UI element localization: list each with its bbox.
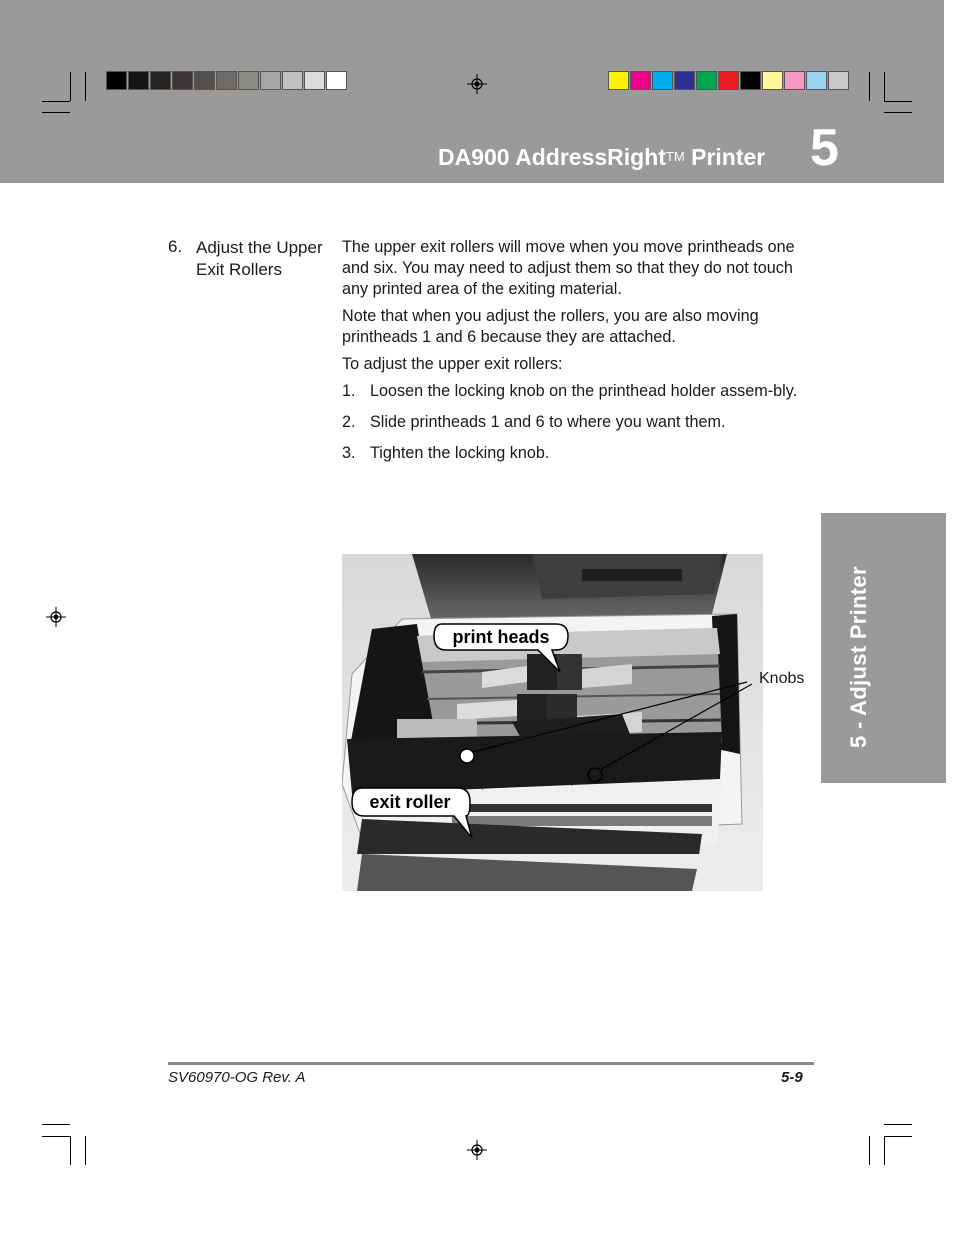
step-number: 6. — [168, 237, 183, 256]
crop-mark — [42, 101, 70, 102]
color-swatch — [172, 71, 193, 90]
step-title: Adjust the Upper Exit Rollers — [196, 238, 323, 279]
crop-mark — [884, 72, 885, 101]
crop-mark — [884, 1136, 885, 1165]
crop-mark — [884, 112, 912, 113]
crop-mark — [85, 72, 86, 101]
color-swatch — [828, 71, 849, 90]
page-title: DA900 AddressRight™ Printer — [438, 144, 766, 170]
paragraph: Note that when you adjust the rollers, you are also moving printheads 1 and 6 because they are attached. — [342, 307, 759, 346]
grayscale-color-bar — [106, 71, 348, 90]
crop-mark — [70, 72, 71, 101]
trademark-mark: TM — [665, 149, 685, 164]
color-swatch — [630, 71, 651, 90]
color-swatch — [696, 71, 717, 90]
list-item: 3. Tighten the locking knob. — [342, 444, 550, 462]
color-swatch — [150, 71, 171, 90]
color-swatch — [260, 71, 281, 90]
callout-exit-roller: exit roller — [369, 792, 451, 812]
paragraph: The upper exit rollers will move when you move printheads one and six. You may need to adjust them so that they do not touch any printed area of the exiting material. — [342, 238, 795, 298]
body-text — [342, 237, 817, 474]
color-swatch — [740, 71, 761, 90]
color-swatch — [784, 71, 805, 90]
crop-mark — [85, 1136, 86, 1165]
crop-mark — [884, 1124, 912, 1125]
color-swatch — [128, 71, 149, 90]
printer-photo — [342, 554, 763, 891]
color-swatch — [652, 71, 673, 90]
color-swatch — [718, 71, 739, 90]
list-item: 2. Slide printheads 1 and 6 to where you want them. — [342, 413, 726, 431]
registration-mark-icon — [467, 74, 487, 94]
registration-mark-icon — [46, 607, 66, 627]
crop-mark — [869, 1136, 870, 1165]
crop-mark — [869, 72, 870, 101]
list-item: 1. Loosen the locking knob on the printhead holder assem-bly. — [342, 382, 798, 400]
color-swatch — [304, 71, 325, 90]
procedure-list — [342, 381, 817, 464]
footer-rule — [168, 1062, 814, 1065]
paragraph: To adjust the upper exit rollers: — [342, 355, 563, 373]
color-swatch — [216, 71, 237, 90]
color-swatch — [762, 71, 783, 90]
document-id: SV60970-OG Rev. A — [168, 1069, 306, 1086]
crop-mark — [70, 1136, 71, 1165]
color-swatch — [282, 71, 303, 90]
color-swatch — [608, 71, 629, 90]
callout-print-heads: print heads — [452, 627, 550, 647]
chapter-number: 5 — [810, 119, 839, 177]
knobs-label: Knobs — [759, 670, 805, 687]
crop-mark — [884, 101, 912, 102]
process-color-bar — [608, 71, 850, 90]
color-swatch — [106, 71, 127, 90]
color-swatch — [674, 71, 695, 90]
color-swatch — [326, 71, 347, 90]
color-swatch — [806, 71, 827, 90]
color-swatch — [194, 71, 215, 90]
crop-mark — [42, 1136, 70, 1137]
crop-mark — [884, 1136, 912, 1137]
crop-mark — [42, 1124, 70, 1125]
side-tab-label: 5 - Adjust Printer — [846, 566, 871, 748]
page-number: 5-9 — [781, 1069, 803, 1086]
color-swatch — [238, 71, 259, 90]
crop-mark — [42, 112, 70, 113]
chapter-side-tab — [821, 513, 946, 783]
registration-mark-icon — [467, 1140, 487, 1160]
